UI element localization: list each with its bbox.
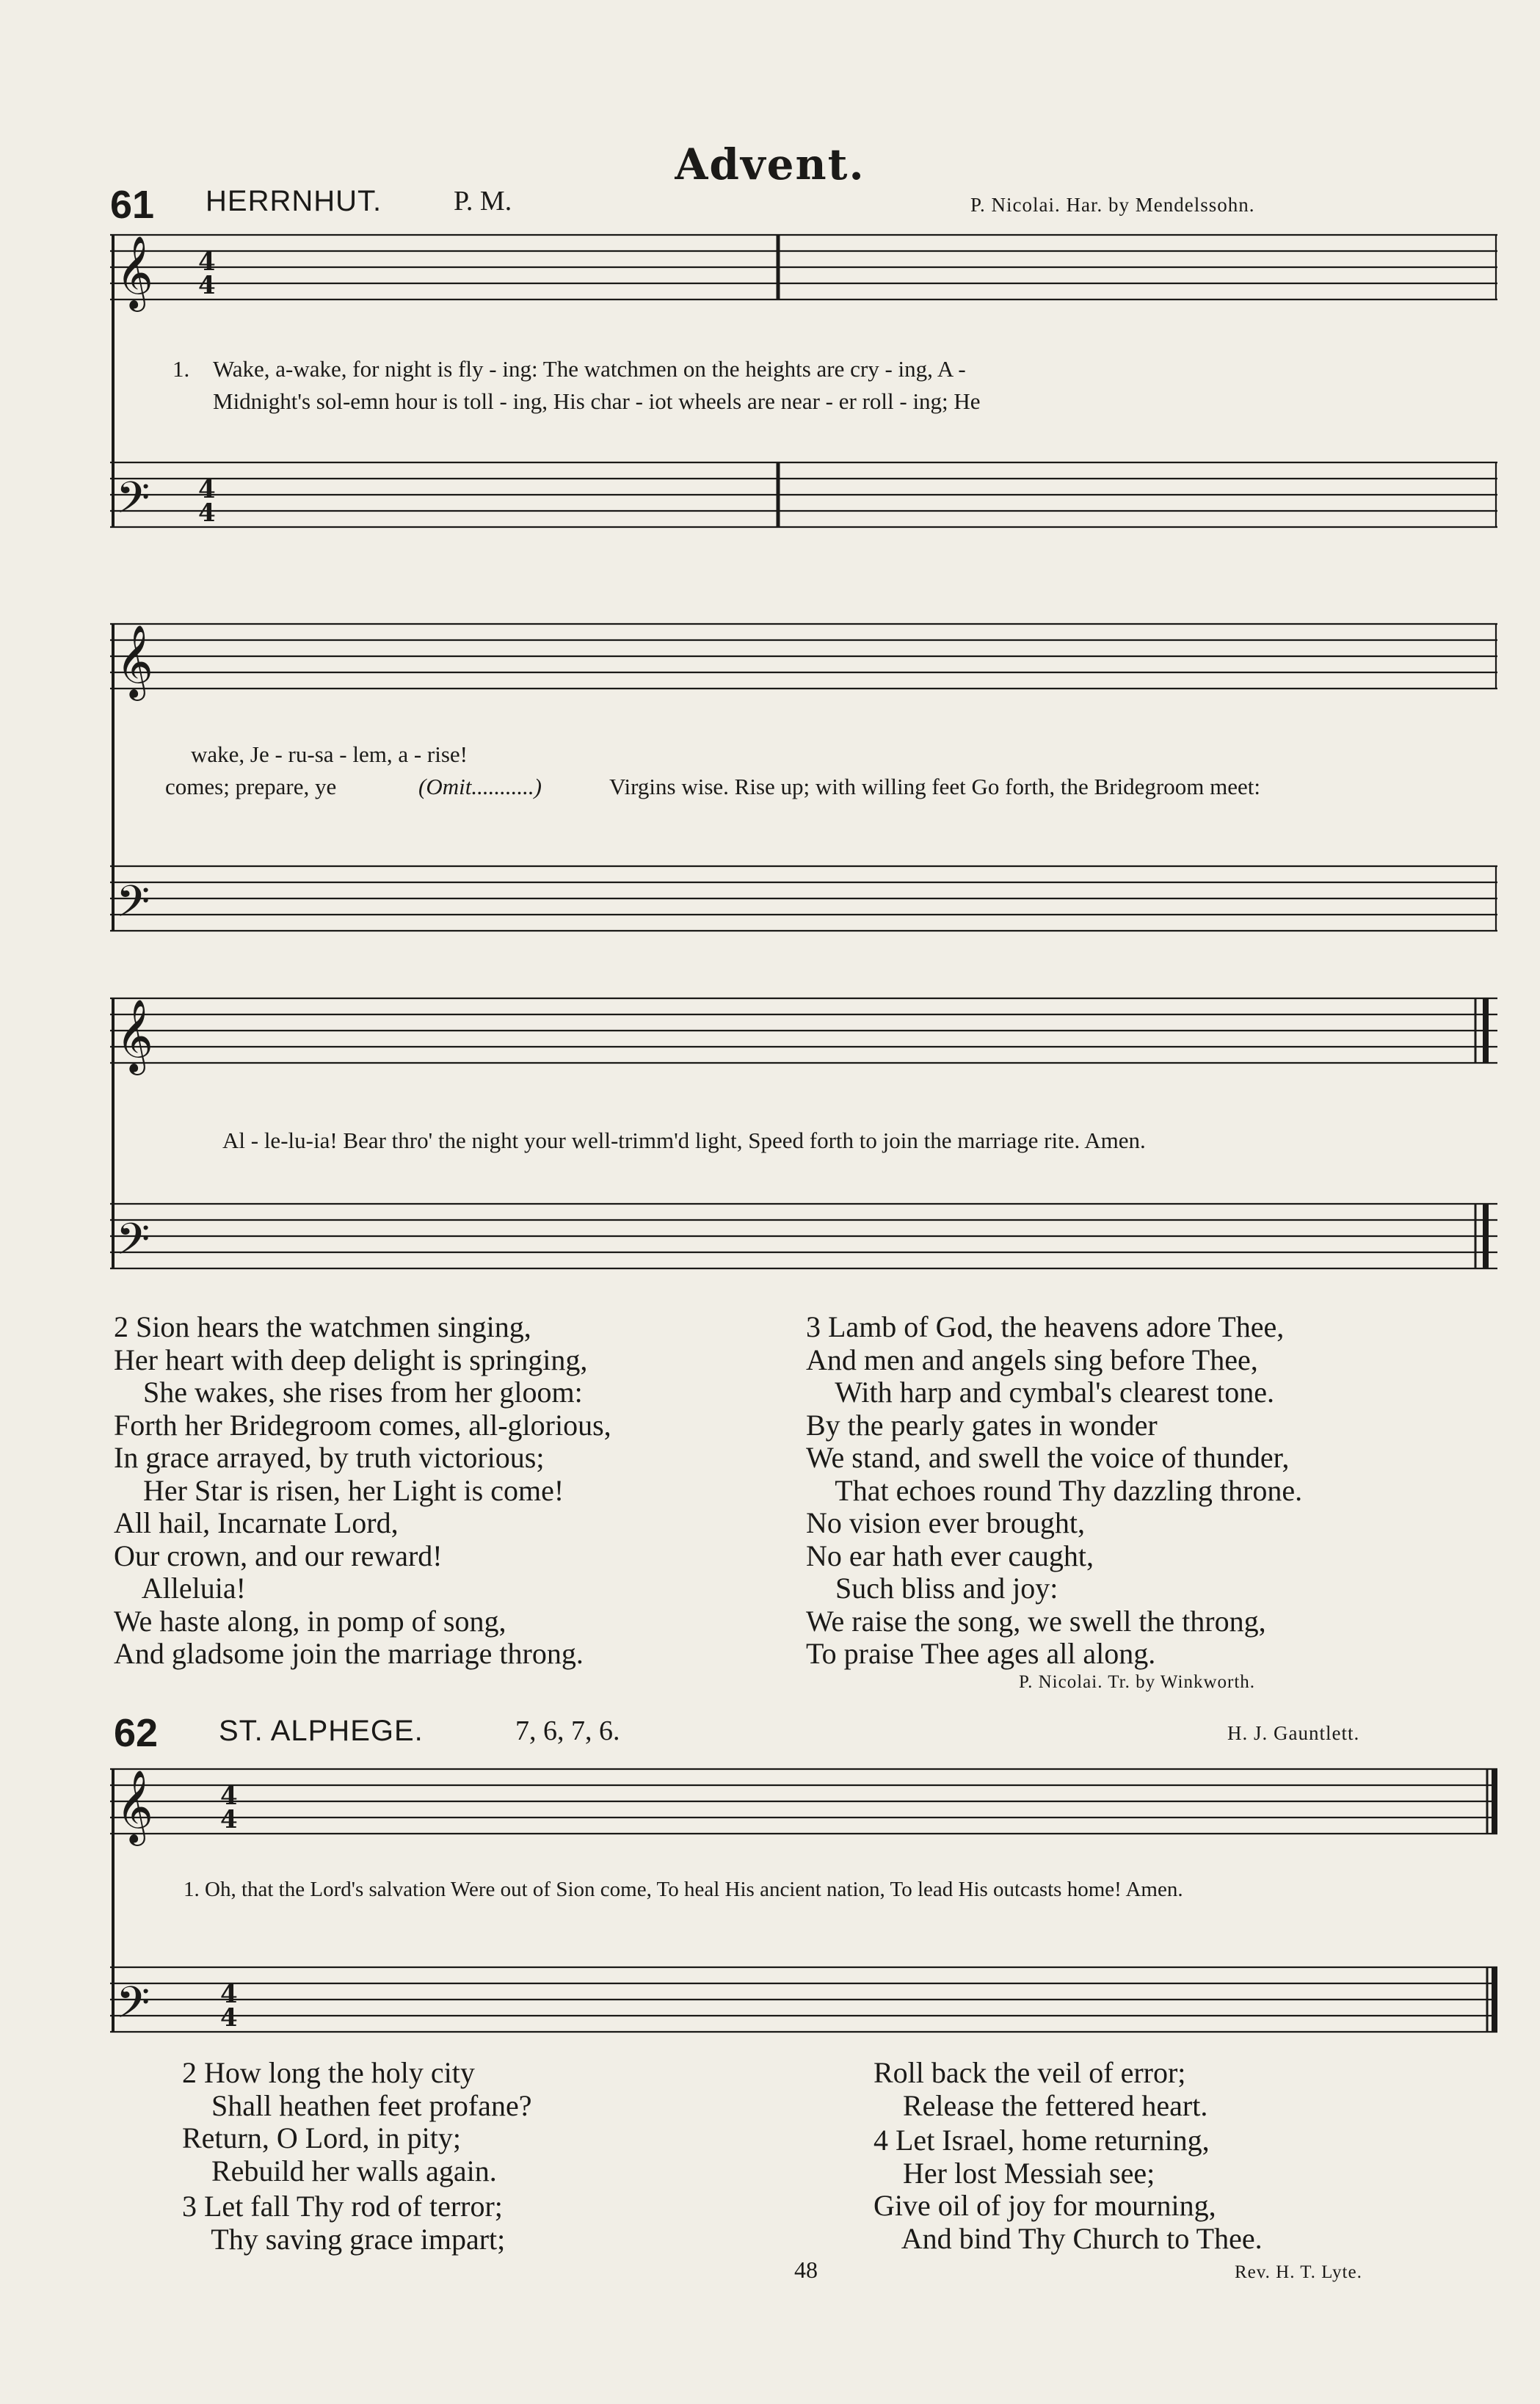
svg-text:4: 4 [220,1980,238,2009]
svg-text:4: 4 [198,247,216,277]
hymn-61-stanza-2: 2 Sion hears the watchmen singing, Her heart with deep delight is springing, She wakes, she rises from her gloom: Forth her Bridegroom comes, all-glorious, In grace arrayed, by truth victorious; Her Star is risen, her Light is come! All hail, Incarnate Lord, Our crown, and our reward! Alleluia! We haste along, in pomp of song, And gladsome join the marriage throng. [114,1310,611,1670]
svg-text:4: 4 [198,498,216,528]
svg-text:𝄞: 𝄞 [116,999,153,1072]
hymn-62-meter: 7, 6, 7, 6. [515,1715,620,1746]
hymn-61-verse-number: 1. [172,356,190,382]
svg-text:4: 4 [198,271,216,300]
hymn-61-meter: P. M. [454,186,512,217]
hymn-62-tune: ST. ALPHEGE. [219,1715,424,1747]
section-title: Advent. [675,139,865,189]
hymn-61-stanza-3: 3 Lamb of God, the heavens adore Thee, And men and angels sing before Thee, With harp and cymbal's clearest tone. By the pearly gates in wonder We stand, and swell the voice of thunder, That echoes round Thy dazzling throne. No vision ever brought, No ear hath ever caught, Such bliss and joy: We raise the song, we swell the throng, To praise Thee ages all along. [806,1310,1303,1670]
hymn-62-lyric: 1. Oh, that the Lord's salvation Were out of Sion come, To heal His ancient nation, To lead His outcasts home! Amen. [184,1878,1183,1901]
hymn-61-lyric-line-2b: comes; prepare, ye [165,774,337,799]
hymn-61-lyric-line-1b: Midnight's sol-emn hour is toll - ing, His char - iot wheels are near - er roll - ing; He [213,388,981,414]
svg-text:𝄢: 𝄢 [116,1213,150,1275]
hymn-61-tune: HERRNHUT. [206,185,382,217]
hymn-61-number: 61 [110,183,155,227]
hymn-62-stanza-3-cont: Roll back the veil of error; Release the fettered heart. [873,2056,1208,2122]
svg-text:𝄢: 𝄢 [116,1977,150,2038]
hymn-62-system [110,1754,1497,2055]
svg-text:4: 4 [220,2003,238,2033]
hymn-62-number: 62 [114,1711,159,1755]
hymn-61-lyric-line-2c: Virgins wise. Rise up; with willing feet Go forth, the Bridegroom meet: [609,774,1260,799]
svg-text:4: 4 [220,1805,238,1834]
svg-text:𝄞: 𝄞 [116,236,153,309]
hymn-62-stanza-2: 2 How long the holy city Shall heathen feet profane? Return, O Lord, in pity; Rebuild her walls again. [182,2056,532,2187]
hymn-62-stanza-4: 4 Let Israel, home returning, Her lost Messiah see; Give oil of joy for mourning, And bind Thy Church to Thee. [873,2124,1263,2255]
hymn-61-lyric-line-2a: wake, Je - ru-sa - lem, a - rise! [191,741,468,767]
svg-text:𝄢: 𝄢 [116,876,150,937]
hymn-61-credit: P. Nicolai. Har. by Mendelssohn. [970,194,1255,216]
hymn-62-stanza-3: 3 Let fall Thy rod of terror; Thy saving grace impart; [182,2190,506,2256]
hymn-62-credit: H. J. Gauntlett. [1227,1722,1360,1744]
svg-text:4: 4 [198,475,216,504]
svg-text:𝄞: 𝄞 [116,1770,153,1843]
hymn-61-lyric-line-3: Al - le-lu-ia! Bear thro' the night your well-trimm'd light, Speed forth to join the marriage rite. Amen. [222,1127,1146,1153]
page-number: 48 [794,2256,818,2283]
hymn-61-lyric-line-1a: Wake, a-wake, for night is fly - ing: The watchmen on the heights are cry - ing, A - [213,356,966,382]
hymn-61-attribution: P. Nicolai. Tr. by Winkworth. [1019,1672,1256,1692]
hymn-62-attribution: Rev. H. T. Lyte. [1235,2262,1362,2282]
svg-text:𝄢: 𝄢 [116,472,150,534]
hymn-61-lyric-omit: (Omit...........) [418,774,542,799]
svg-text:4: 4 [220,1782,238,1811]
svg-text:𝄞: 𝄞 [116,625,153,698]
